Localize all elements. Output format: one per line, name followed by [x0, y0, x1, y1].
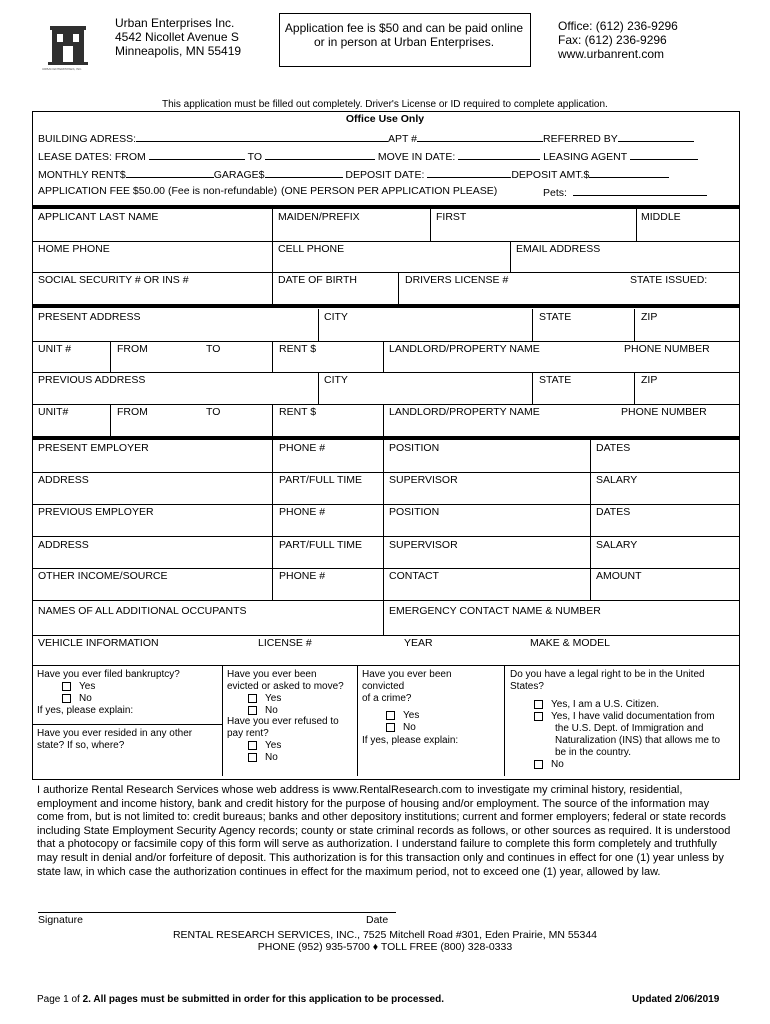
convicted-yes[interactable]: Yes: [386, 710, 419, 722]
dob-field[interactable]: DATE OF BIRTH: [278, 274, 357, 286]
evicted-question-2: evicted or asked to move?: [227, 681, 344, 692]
garage-label: GARAGE$: [213, 169, 265, 181]
pets-label: Pets:: [543, 187, 567, 199]
evicted-yes[interactable]: Yes: [248, 693, 281, 705]
section-divider: [32, 436, 740, 440]
additional-occupants-field[interactable]: NAMES OF ALL ADDITIONAL OCCUPANTS: [38, 605, 247, 617]
checkbox-icon: [62, 682, 71, 691]
present-salary-field[interactable]: SALARY: [596, 474, 638, 486]
evicted-question-1: Have you ever been: [227, 669, 317, 680]
cell-phone-field[interactable]: CELL PHONE: [278, 243, 345, 255]
checkbox-icon: [248, 694, 257, 703]
resided-question-1: Have you ever resided in any other: [37, 728, 193, 739]
lease-to-label: TO: [247, 151, 262, 163]
rrs-address: RENTAL RESEARCH SERVICES, INC., 7525 Mitchell Road #301, Eden Prairie, MN 55344: [172, 929, 598, 941]
license-plate-field[interactable]: LICENSE #: [258, 637, 312, 649]
logo-caption: URBAN ENTERPRISES, INC.: [42, 67, 83, 71]
previous-part-full-field[interactable]: PART/FULL TIME: [279, 539, 363, 551]
refused-no[interactable]: No: [248, 752, 278, 764]
lease-from-label: LEASE DATES: FROM: [38, 151, 146, 163]
monthly-rent-label: MONTHLY RENT$: [38, 169, 126, 181]
bankruptcy-question: Have you ever filed bankruptcy?: [37, 669, 180, 680]
deposit-date-label: DEPOSIT DATE:: [345, 169, 425, 181]
checkbox-icon: [248, 753, 257, 762]
make-model-field[interactable]: MAKE & MODEL: [530, 637, 610, 649]
checkbox-icon: [534, 760, 543, 769]
signature-label: Signature: [38, 914, 83, 926]
bankruptcy-no[interactable]: No: [62, 693, 92, 705]
previous-zip-field[interactable]: ZIP: [641, 374, 658, 386]
monthly-rent-field[interactable]: [38, 167, 669, 181]
checkbox-icon: [248, 706, 257, 715]
applicant-last-name-field[interactable]: APPLICANT LAST NAME: [38, 211, 159, 223]
legal-doc-line-4: be in the country.: [555, 747, 631, 758]
company-address-1: 4542 Nicollet Avenue S: [115, 30, 239, 44]
leasing-agent-label: LEASING AGENT: [543, 151, 628, 163]
section-divider: [32, 205, 740, 209]
email-field[interactable]: EMAIL ADDRESS: [516, 243, 601, 255]
first-name-field[interactable]: FIRST: [436, 211, 467, 223]
legal-citizen-option[interactable]: Yes, I am a U.S. Citizen.: [534, 699, 659, 711]
previous-address-field[interactable]: PREVIOUS ADDRESS: [38, 374, 146, 386]
convicted-question-3: of a crime?: [362, 693, 412, 704]
present-supervisor-field[interactable]: SUPERVISOR: [389, 474, 458, 486]
bankruptcy-explain[interactable]: If yes, please explain:: [37, 705, 134, 716]
legal-no-option[interactable]: No: [534, 759, 564, 771]
vehicle-info-field[interactable]: VEHICLE INFORMATION: [38, 637, 159, 649]
other-income-phone-field[interactable]: PHONE #: [279, 570, 326, 582]
present-rent-field[interactable]: RENT $: [279, 343, 317, 355]
website: www.urbanrent.com: [558, 47, 665, 61]
drivers-license-field[interactable]: DRIVERS LICENSE #: [405, 274, 509, 286]
legal-doc-line-2: the U.S. Dept. of Immigration and: [555, 723, 704, 734]
maiden-field[interactable]: MAIDEN/PREFIX: [278, 211, 360, 223]
fax-number: Fax: (612) 236-9296: [558, 33, 667, 47]
ssn-field[interactable]: SOCIAL SECURITY # OR INS #: [38, 274, 189, 286]
office-use-title: Office Use Only: [345, 113, 425, 125]
present-landlord-phone-field[interactable]: PHONE NUMBER: [624, 343, 710, 355]
legal-right-question-2: States?: [510, 681, 544, 692]
checkbox-icon: [534, 700, 543, 709]
company-address-2: Minneapolis, MN 55419: [115, 44, 242, 58]
previous-landlord-field[interactable]: LANDLORD/PROPERTY NAME: [389, 406, 540, 418]
present-employer-field[interactable]: PRESENT EMPLOYER: [38, 442, 149, 454]
convicted-explain[interactable]: If yes, please explain:: [362, 735, 459, 746]
authorization-text: I authorize Rental Research Services whose web address is www.RentalResearch.com to investigate my criminal history, residential, employment and income history, bank and credit history for the purpose of housing and/or employment. The source of the information may come from, but is not limited to: credit bureaus; banks and other depository institutions; current and former employers; federal or state records including State Employment Security Agency records; county or state criminal records as follows, or other sources as required. It is understood that a photocopy or facsimile copy of this form will serve as authorization. I understand failure to complete this form completely and truthfully may result in denial and/or forfeiture of deposit. This authorization is for this transaction only and continues in effect for one (1) year unless by state law, in which case the authorization continues in effect for the maximum period, not to exceed one (1) year, allowed by law.: [37, 784, 731, 878]
fee-line-1: Application fee is $50 and can be paid online: [284, 21, 524, 35]
present-part-full-field[interactable]: PART/FULL TIME: [279, 474, 363, 486]
present-from-field[interactable]: FROM: [117, 343, 148, 355]
checkbox-icon: [386, 711, 395, 720]
convicted-question-2: convicted: [362, 681, 405, 692]
checkbox-icon: [386, 723, 395, 732]
present-to-field[interactable]: TO: [206, 343, 221, 355]
previous-position-field[interactable]: POSITION: [389, 506, 440, 518]
present-address-field[interactable]: PRESENT ADDRESS: [38, 311, 141, 323]
present-state-field[interactable]: STATE: [539, 311, 572, 323]
present-city-field[interactable]: CITY: [324, 311, 348, 323]
legal-right-question-1: Do you have a legal right to be in the United: [510, 669, 705, 680]
checkbox-icon: [248, 741, 257, 750]
checkbox-icon: [62, 694, 71, 703]
emergency-contact-field[interactable]: EMERGENCY CONTACT NAME & NUMBER: [389, 605, 601, 617]
application-fee-text: APPLICATION FEE $50.00 (Fee is non-refundable): [38, 185, 278, 197]
present-position-field[interactable]: POSITION: [389, 442, 440, 454]
state-issued-field[interactable]: STATE ISSUED:: [630, 274, 708, 286]
previous-from-field[interactable]: FROM: [117, 406, 148, 418]
refused-yes[interactable]: Yes: [248, 740, 281, 752]
present-unit-field[interactable]: UNIT #: [38, 343, 72, 355]
middle-name-field[interactable]: MIDDLE: [641, 211, 681, 223]
fee-line-2: or in person at Urban Enterprises.: [313, 35, 495, 49]
one-person-text: (ONE PERSON PER APPLICATION PLEASE): [281, 185, 498, 197]
lease-dates-field[interactable]: [38, 149, 698, 163]
previous-landlord-phone-field[interactable]: PHONE NUMBER: [621, 406, 707, 418]
previous-employer-field[interactable]: PREVIOUS EMPLOYER: [38, 506, 154, 518]
present-dates-field[interactable]: DATES: [596, 442, 631, 454]
present-zip-field[interactable]: ZIP: [641, 311, 658, 323]
bankruptcy-yes[interactable]: Yes: [62, 681, 95, 693]
previous-unit-field[interactable]: UNIT#: [38, 406, 69, 418]
present-employer-phone-field[interactable]: PHONE #: [279, 442, 326, 454]
resided-question-2: state? If so, where?: [37, 740, 125, 751]
notice-text: This application must be filled out completely. Driver's License or ID required to complete application.: [162, 99, 608, 110]
other-income-amount-field[interactable]: AMOUNT: [596, 570, 642, 582]
home-phone-field[interactable]: HOME PHONE: [38, 243, 110, 255]
apt-label: APT #: [388, 133, 418, 145]
building-address-field[interactable]: [38, 131, 694, 145]
legal-documentation-option[interactable]: Yes, I have valid documentation from: [534, 711, 715, 723]
previous-employer-phone-field[interactable]: PHONE #: [279, 506, 326, 518]
page-note: Page 1 of 2. All pages must be submitted in order for this application to be processed.: [37, 994, 444, 1005]
previous-rent-field[interactable]: RENT $: [279, 406, 317, 418]
vehicle-year-field[interactable]: YEAR: [404, 637, 433, 649]
previous-supervisor-field[interactable]: SUPERVISOR: [389, 539, 458, 551]
evicted-no[interactable]: No: [248, 705, 278, 717]
updated-date: Updated 2/06/2019: [632, 994, 720, 1005]
move-in-label: MOVE IN DATE:: [377, 151, 456, 163]
refused-question-1: Have you ever refused to: [227, 716, 339, 727]
rrs-phone: PHONE (952) 935-5700 ♦ TOLL FREE (800) 328-0333: [257, 941, 513, 953]
building-label: BUILDING ADRESS:: [38, 133, 137, 145]
previous-salary-field[interactable]: SALARY: [596, 539, 638, 551]
referred-label: REFERRED BY: [543, 133, 618, 145]
checkbox-icon: [534, 712, 543, 721]
section-divider: [32, 304, 740, 308]
date-label: Date: [366, 914, 389, 926]
refused-question-2: pay rent?: [227, 728, 269, 739]
office-phone: Office: (612) 236-9296: [558, 19, 678, 33]
present-employer-address-field[interactable]: ADDRESS: [38, 474, 89, 486]
pets-field[interactable]: [543, 185, 707, 199]
previous-state-field[interactable]: STATE: [539, 374, 572, 386]
convicted-no[interactable]: No: [386, 722, 416, 734]
other-income-field[interactable]: OTHER INCOME/SOURCE: [38, 570, 168, 582]
previous-dates-field[interactable]: DATES: [596, 506, 631, 518]
previous-city-field[interactable]: CITY: [324, 374, 348, 386]
other-income-contact-field[interactable]: CONTACT: [389, 570, 439, 582]
present-landlord-field[interactable]: LANDLORD/PROPERTY NAME: [389, 343, 540, 355]
previous-employer-address-field[interactable]: ADDRESS: [38, 539, 89, 551]
legal-doc-line-3: Naturalization (INS) that allows me to: [555, 735, 721, 746]
convicted-question-1: Have you ever been: [362, 669, 452, 680]
signature-line[interactable]: [38, 912, 396, 913]
company-name: Urban Enterprises Inc.: [115, 16, 235, 30]
deposit-amt-label: DEPOSIT AMT.$: [511, 169, 590, 181]
previous-to-field[interactable]: TO: [206, 406, 221, 418]
